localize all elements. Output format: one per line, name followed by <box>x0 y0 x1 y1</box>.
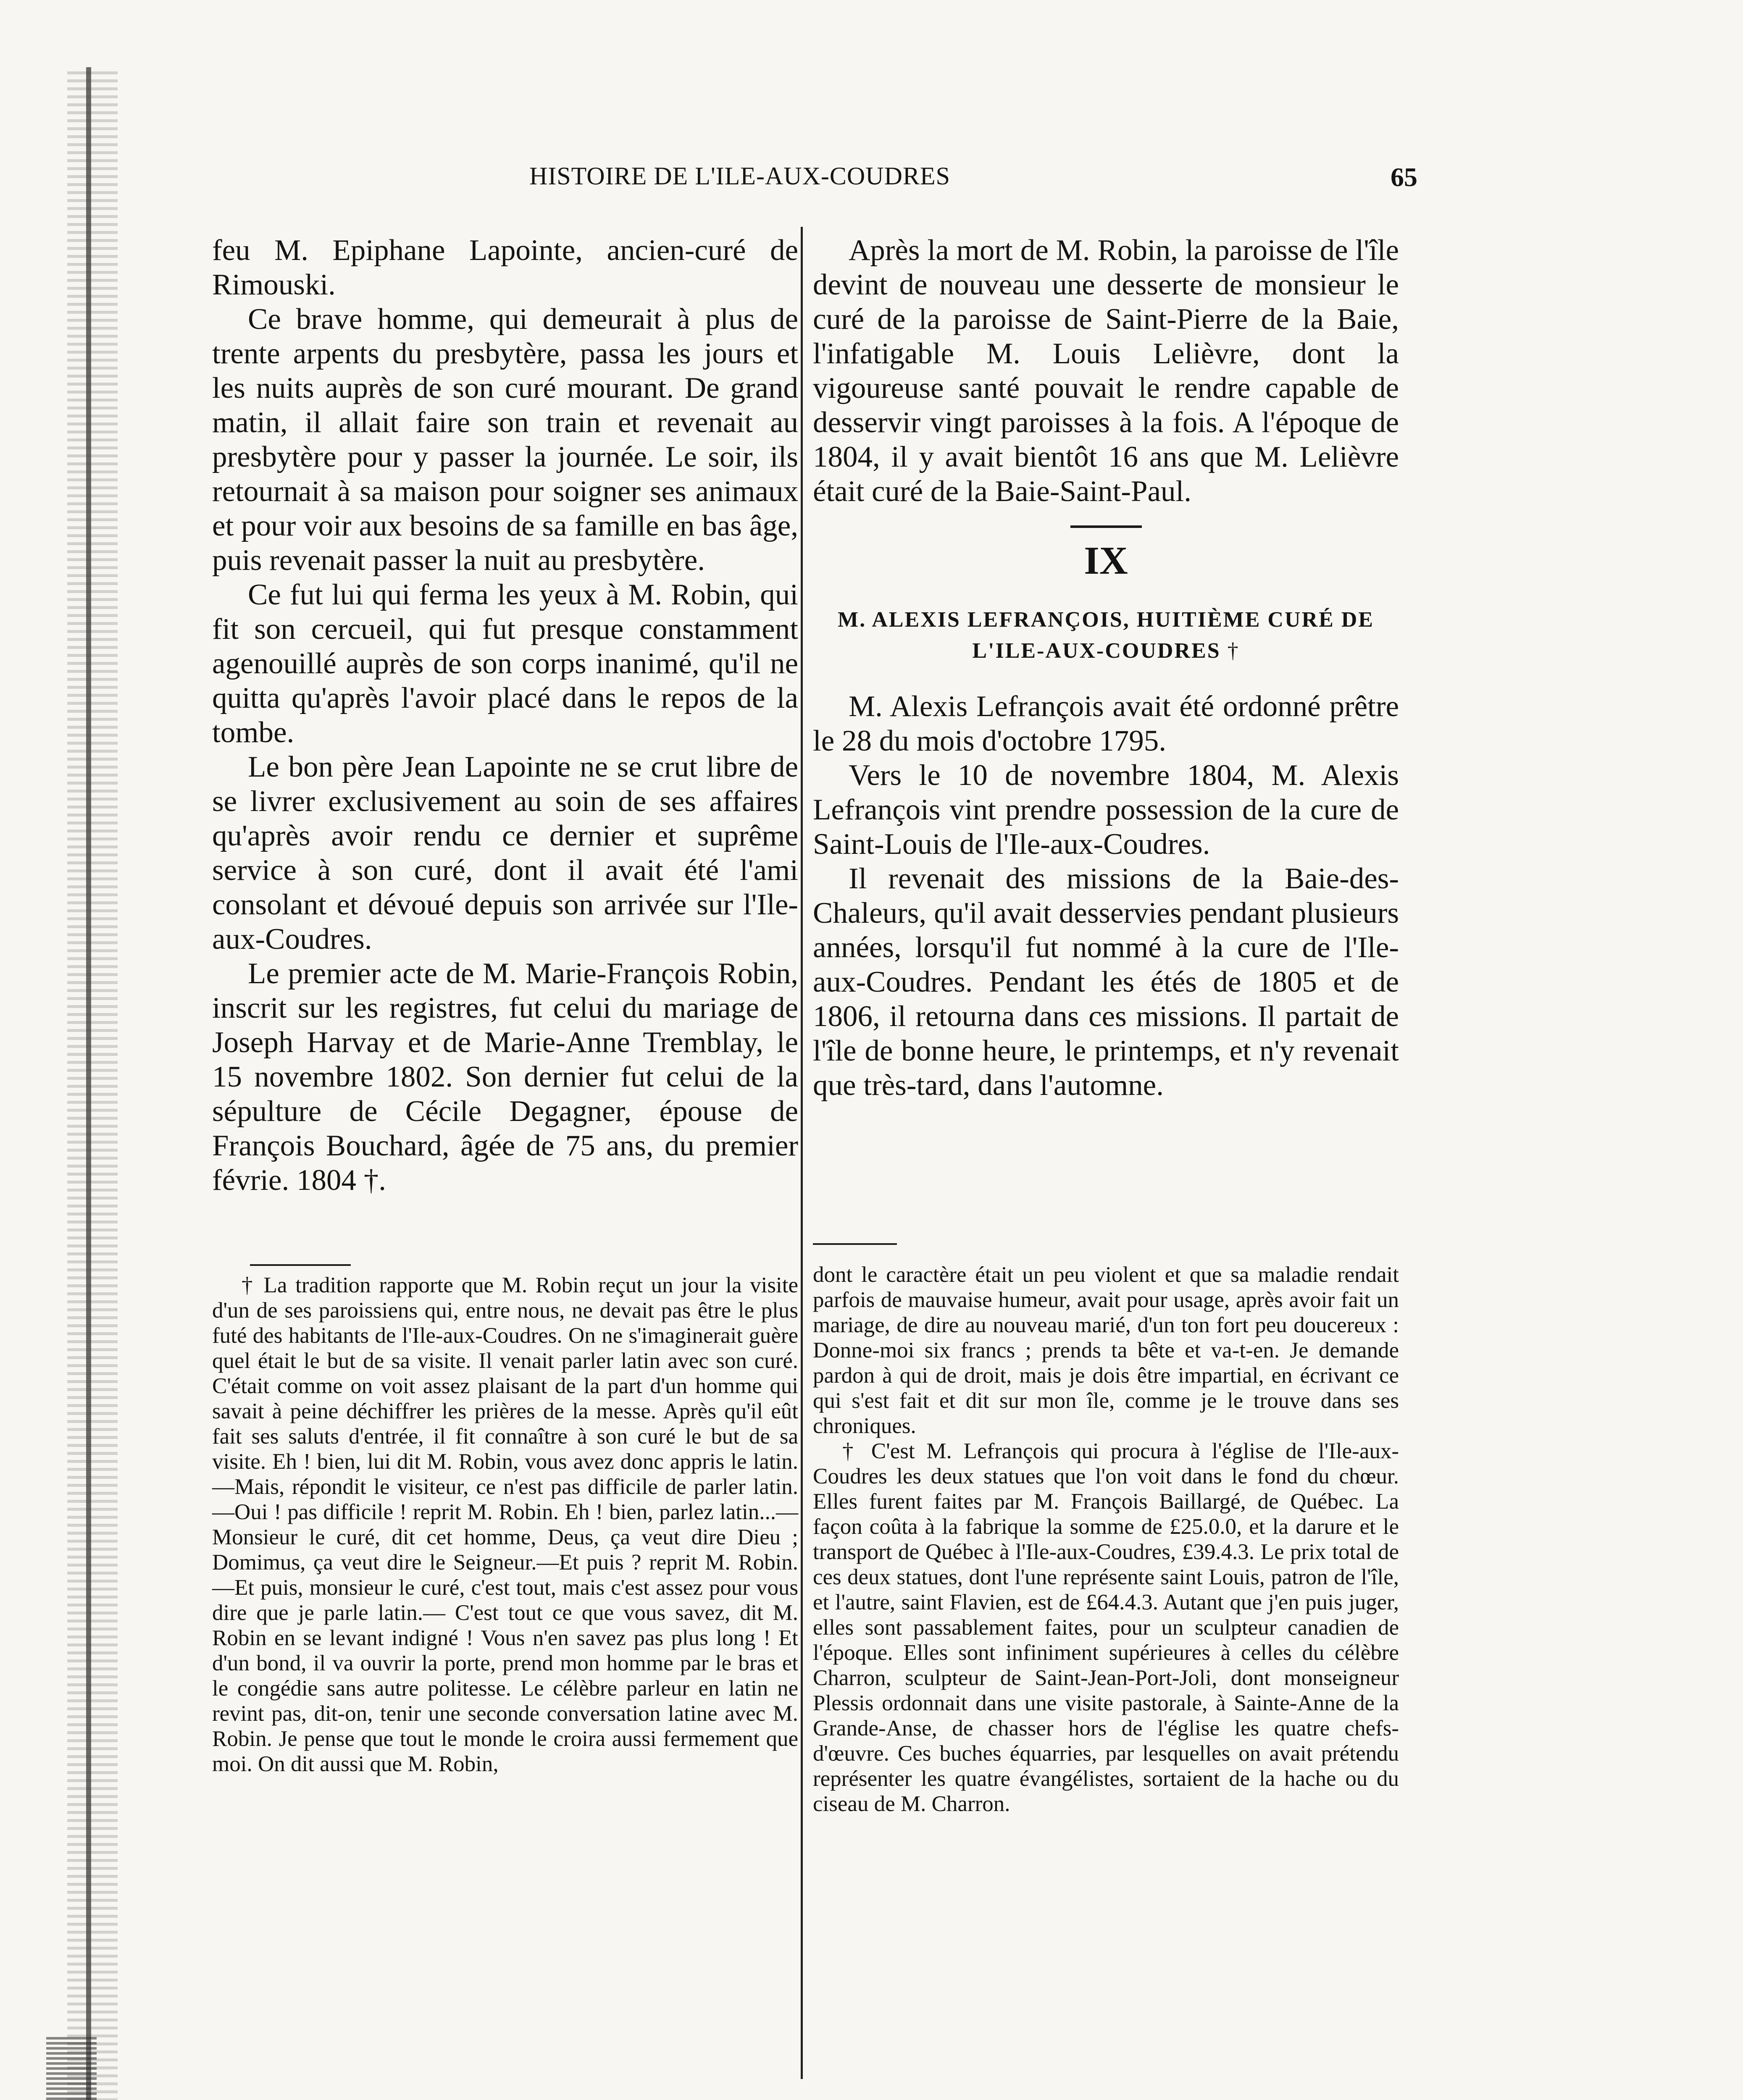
footnote-marker: † <box>1227 639 1240 663</box>
paragraph: Vers le 10 de novembre 1804, M. Alexis Lefrançois vint prendre possession de la cure de Saint-Louis de l'Ile-aux-Coudres. <box>813 759 1399 861</box>
scan-binding-shadow <box>67 71 118 2100</box>
footnote-left <box>212 1273 798 1777</box>
scan-binding-dark-patch <box>46 2037 97 2100</box>
footnote-continued-text: dont le caractère était un peu violent et que sa maladie rendait parfois de mauvaise humeur, avait pour usage, après avoir fait un mariage, de dire au nouveau marié, d'un ton fort peu doucereux : Donne-moi six francs ; prends ta bête et va-t-en. Je demande pardon à qui de droit, mais je dois être impartial, en écrivant ce qui s'est fait et dit sur mon île, comme je le trouve dans ses chroniques. <box>813 1263 1399 1438</box>
paragraph: Après la mort de M. Robin, la paroisse de l'île devint de nouveau une desserte de monsieur le curé de la paroisse de Saint-Pierre de la Baie, l'infatigable M. Louis Lelièvre, dont la vigoureuse santé pouvait le rendre capable de desservir vingt paroisses à la fois. A l'époque de 1804, il y avait bientôt 16 ans que M. Lelièvre était curé de la Baie-Saint-Paul. <box>813 234 1399 508</box>
paragraph: feu M. Epiphane Lapointe, ancien-curé de Rimouski. <box>212 234 798 301</box>
paragraph: Le premier acte de M. Marie-François Robin, inscrit sur les registres, fut celui du mariage de Joseph Harvay et de Marie-Anne Tremblay, le 15 novembre 1802. Son dernier fut celui de la sépulture de Cécile Degagner, épouse de François Bouchard, âgée de 75 ans, du premier févrie. 1804 †. <box>212 957 798 1197</box>
column-divider <box>801 227 803 2079</box>
footnote-rule-right <box>813 1243 897 1245</box>
page-number: 65 <box>1391 162 1417 192</box>
chapter-heading <box>813 604 1399 667</box>
running-header: HISTOIRE DE L'ILE-AUX-COUDRES <box>529 162 950 190</box>
paragraph: Le bon père Jean Lapointe ne se crut libre de se livrer exclusivement au soin de ses affaires qu'après avoir rendu ce dernier et suprême service à son curé, dont il avait été l'ami consolant et dévoué depuis son arrivée sur l'Ile-aux-Coudres. <box>212 751 798 956</box>
scan-page-edge <box>86 67 91 2100</box>
footnote-text: † C'est M. Lefrançois qui procura à l'église de l'Ile-aux-Coudres les deux statues que l'on voit dans le fond du chœur. Elles furent faites par M. François Baillargé, de Québec. La façon coûta à la fabrique la somme de £25.0.0, et la darure et le transport de Québec à l'Ile-aux-Coudres, £39.4.3. Le prix total de ces deux statues, dont l'une représente saint Louis, patron de l'île, et l'autre, saint Flavien, est de £64.4.3. Autant que j'en puis juger, elles sont passablement faites, pour un sculpteur canadien de l'époque. Elles sont infiniment supérieures à celles du célèbre Charron, sculpteur de Saint-Jean-Port-Joli, dont monseigneur Plessis ordonnait dans une visite pastorale, à Sainte-Anne de la Grande-Anse, de chasser hors de l'église les quatre chefs-d'œuvre. Ces buches équarries, par lesquelles on avait prétendu représenter les quatre évangélistes, sortaient de la hache ou du ciseau de M. Charron. <box>813 1439 1399 1816</box>
paragraph: Ce fut lui qui ferma les yeux à M. Robin, qui fit son cercueil, qui fut presque constamment agenouillé auprès de son corps inanimé, qu'il ne quitta qu'après l'avoir placé dans le repos de la tombe. <box>212 578 798 749</box>
footnote-rule-left <box>250 1264 351 1266</box>
paragraph: Il revenait des missions de la Baie-des-Chaleurs, qu'il avait desservies pendant plusieurs années, lorsqu'il fut nommé à la cure de l'Ile-aux-Coudres. Pendant les étés de 1805 et de 1806, il retourna dans ces missions. Il partait de l'île de bonne heure, le printemps, et n'y revenait que très-tard, dans l'automne. <box>813 862 1399 1102</box>
paragraph: M. Alexis Lefrançois avait été ordonné prêtre le 28 du mois d'octobre 1795. <box>813 690 1399 757</box>
chapter-heading-line-1: M. ALEXIS LEFRANÇOIS, HUITIÈME CURÉ DE <box>838 608 1374 632</box>
paragraph: Ce brave homme, qui demeurait à plus de trente arpents du presbytère, passa les jours et les nuits auprès de son curé mourant. De grand matin, il allait faire son train et revenait au presbytère pour y passer la journée. Le soir, ils retournait à sa maison pour soigner ses animaux et pour voir aux besoins de sa famille en bas âge, puis revenait passer la nuit au presbytère. <box>212 303 798 577</box>
chapter-heading-line-2: L'ILE-AUX-COUDRES <box>972 639 1221 663</box>
right-column <box>813 233 1399 1102</box>
left-column <box>212 233 798 1197</box>
footnote-text: † La tradition rapporte que M. Robin reçut un jour la visite d'un de ses paroissiens qui, entre nous, ne devait pas être le plus futé des habitants de l'Ile-aux-Coudres. On ne s'imaginerait guère quel était le but de sa visite. Il venait parler latin avec son curé. C'était comme on voit assez plaisant de la part d'un homme qui savait à peine déchiffrer les prières de la messe. Après qu'il eût fait ses saluts d'entrée, il fit connaître à son curé le but de sa visite. Eh ! bien, lui dit M. Robin, vous avez donc appris le latin.—Mais, répondit le visiteur, ce n'est pas difficile de parler latin.—Oui ! pas difficile ! reprit M. Robin. Eh ! bien, parlez latin...—Monsieur le curé, dit cet homme, Deus, ça veut dire Dieu ; Domimus, ça veut dire le Seigneur.—Et puis ? reprit M. Robin.—Et puis, monsieur le curé, c'est tout, mais c'est assez pour vous dire que je parle latin.— C'est tout ce que vous savez, dit M. Robin en se levant indigné ! Vous n'en savez pas plus long ! Et d'un bond, il va ouvrir la porte, prend mon homme par le bras et le congédie sans autre politesse. Le célèbre parleur en latin ne revint pas, dit-on, tenir une seconde conversation latine avec M. Robin. Je pense que tout le monde le croira aussi fermement que moi. On dit aussi que M. Robin, <box>212 1273 798 1776</box>
chapter-number: IX <box>1084 539 1128 583</box>
footnote-right <box>813 1262 1399 1816</box>
section-rule <box>1070 525 1142 528</box>
